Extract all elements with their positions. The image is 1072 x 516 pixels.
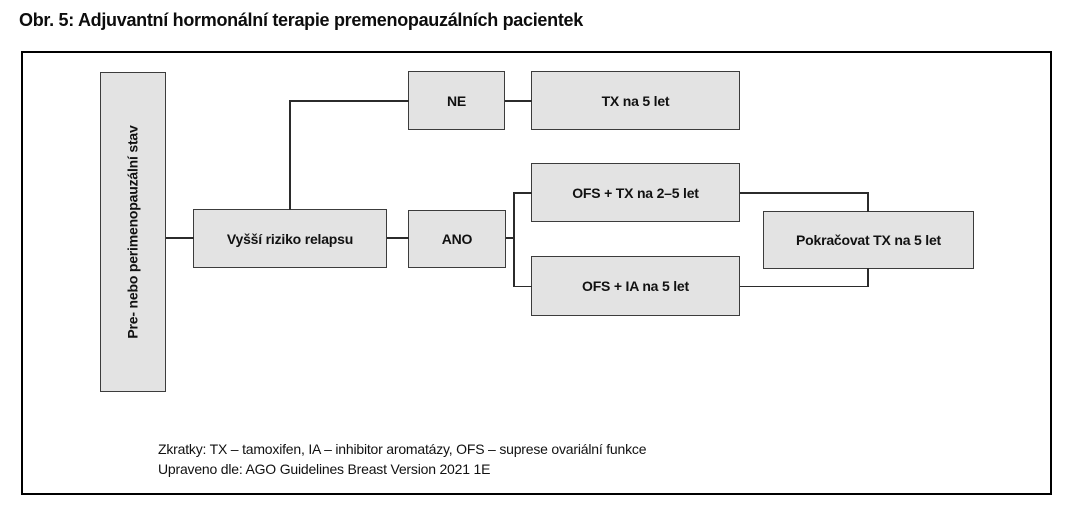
abbreviations-note: Zkratky: TX – tamoxifen, IA – inhibitor aromatázy, OFS – suprese ovariální funkce xyxy=(158,441,647,457)
connector-up-to-continue xyxy=(867,268,869,287)
connector-fork-to-ofs-ia xyxy=(513,286,532,288)
connector-risk-up xyxy=(289,100,291,210)
connector-ofs-tx-right xyxy=(740,192,869,194)
node-ofs-tx-label: OFS + TX na 2–5 let xyxy=(572,184,699,201)
node-ofs-ia-label: OFS + IA na 5 let xyxy=(582,278,689,294)
node-yes-label: ANO xyxy=(441,231,473,247)
node-continue-tx xyxy=(763,211,974,269)
node-menopausal-state xyxy=(100,72,166,392)
node-ofs-ia xyxy=(531,256,740,316)
figure-title: Obr. 5: Adjuvantní hormonální terapie premenopauzálních pacientek xyxy=(19,10,583,30)
connector-ofs-ia-right xyxy=(740,286,869,288)
connector-no-to-tx5 xyxy=(505,100,532,102)
node-no xyxy=(408,71,505,130)
node-ofs-tx xyxy=(531,163,740,222)
node-menopausal-state-label: Pre- nebo perimenopauzální stav xyxy=(125,125,141,339)
node-no-label: NE xyxy=(446,92,467,109)
node-yes xyxy=(408,210,506,268)
footnote-block xyxy=(158,439,646,479)
source-note: Upraveno dle: AGO Guidelines Breast Version 2021 1E xyxy=(158,461,491,477)
connector-risk-to-yes xyxy=(387,237,409,239)
connector-fork-to-ofs-tx xyxy=(513,192,532,194)
connector-state-to-risk xyxy=(166,237,194,239)
connector-risk-to-no xyxy=(289,100,409,102)
connector-yes-fork xyxy=(513,192,515,287)
node-higher-relapse-risk xyxy=(193,209,387,268)
node-higher-relapse-risk-label: Vyšší riziko relapsu xyxy=(226,230,354,247)
node-tx-5-years-label: TX na 5 let xyxy=(601,92,670,109)
node-continue-tx-label: Pokračovat TX na 5 let xyxy=(796,232,941,248)
node-tx-5-years xyxy=(531,71,740,130)
connector-down-to-continue xyxy=(867,192,869,212)
